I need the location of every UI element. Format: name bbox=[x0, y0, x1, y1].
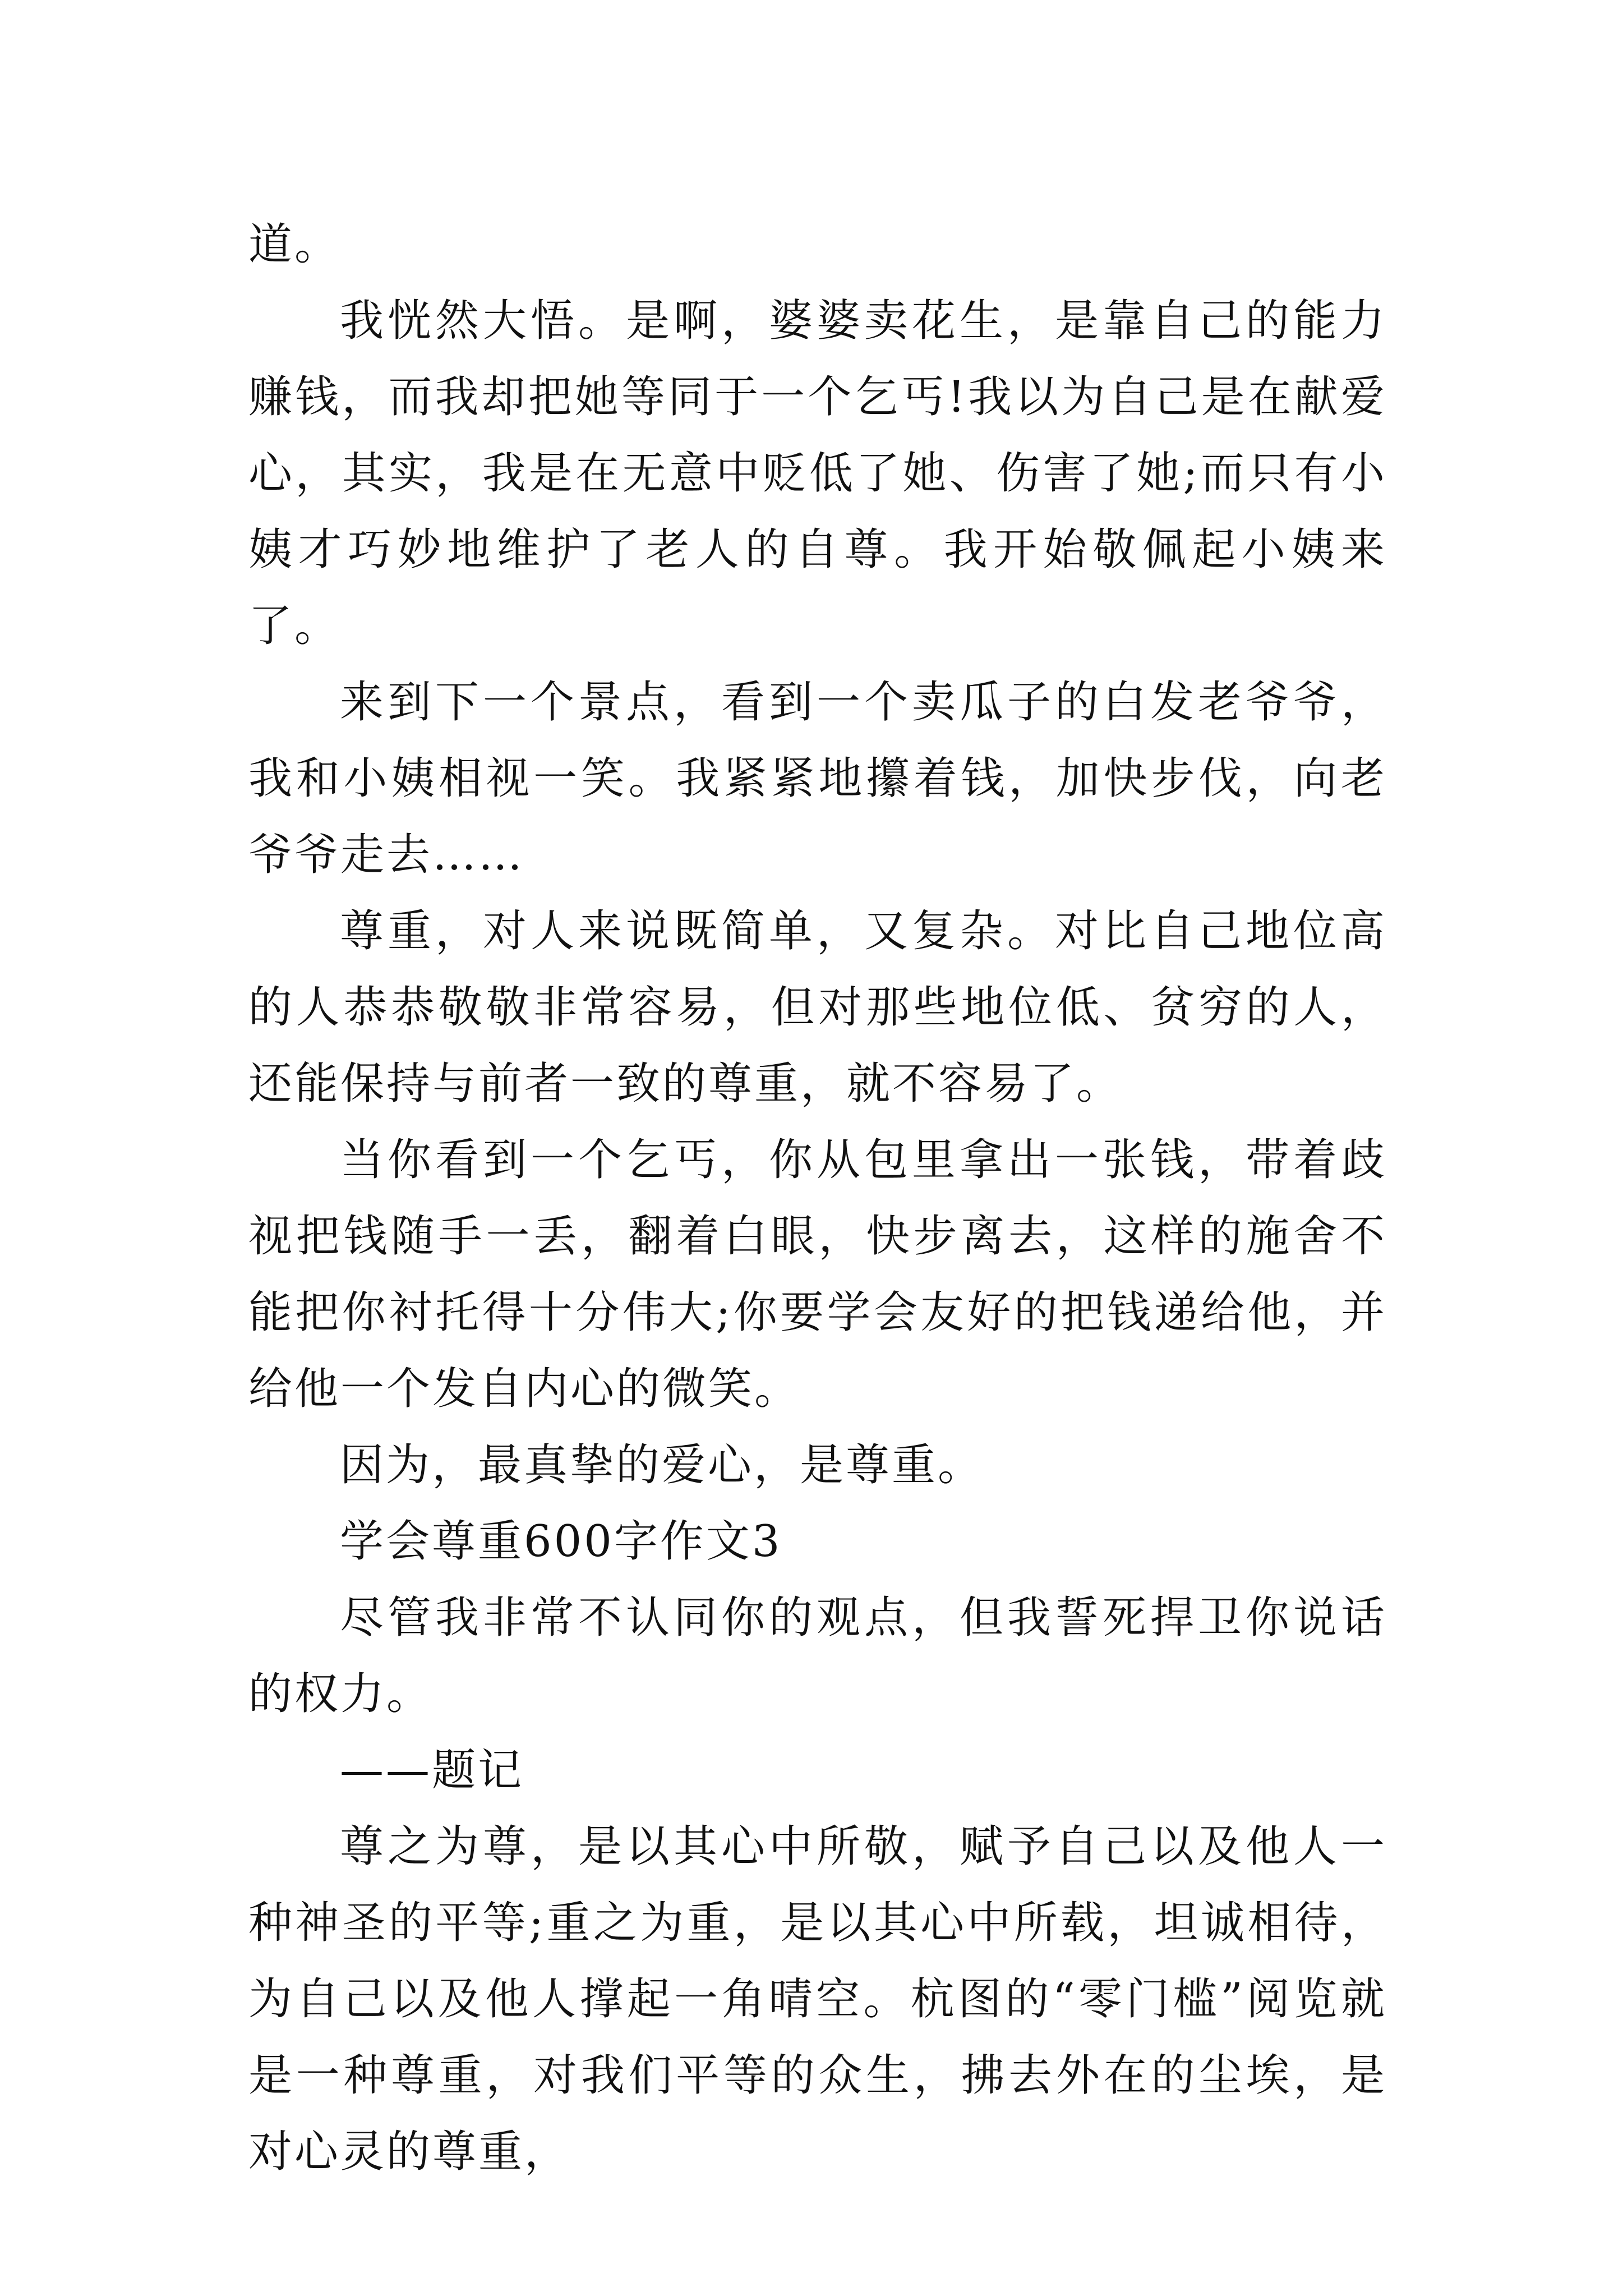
epigraph-attribution: ——题记 bbox=[340, 1745, 524, 1796]
paragraph: 当你看到一个乞丐，你从包里拿出一张钱，带着歧视把钱随手一丢，翻着白眼，快步离去，这样的施舍不能把你衬托得十分伟大;你要学会友好的把钱递给他，并给他一个发自内心的微笑。 bbox=[248, 1135, 1387, 1414]
paragraph: 因为，最真挚的爱心，是尊重。 bbox=[340, 1440, 984, 1490]
section-heading: 学会尊重600字作文3 bbox=[340, 1516, 782, 1567]
epigraph: 尽管我非常不认同你的观点，但我誓死捍卫你说话的权力。 bbox=[248, 1593, 1387, 1719]
paragraph: 道。 bbox=[248, 219, 341, 270]
paragraph: 尊之为尊，是以其心中所敬，赋予自己以及他人一种神圣的平等;重之为重，是以其心中所载，坦诚相待，为自己以及他人撑起一角晴空。杭图的“零门槛”阅览就是一种尊重，对我们平等的众生，拂去外在的尘埃，是对心灵的尊重， bbox=[248, 1821, 1387, 2177]
paragraph: 尊重，对人来说既简单，又复杂。对比自己地位高的人恭恭敬敬非常容易，但对那些地位低、贫穷的人，还能保持与前者一致的尊重，就不容易了。 bbox=[248, 906, 1387, 1109]
body-text bbox=[248, 206, 1387, 2190]
paragraph: 我恍然大悟。是啊，婆婆卖花生，是靠自己的能力赚钱，而我却把她等同于一个乞丐!我以为自己是在献爱心，其实，我是在无意中贬低了她、伤害了她;而只有小姨才巧妙地维护了老人的自尊。我开始敬佩起小姨来了。 bbox=[248, 296, 1387, 651]
paragraph: 来到下一个景点，看到一个卖瓜子的白发老爷爷，我和小姨相视一笑。我紧紧地攥着钱，加快步伐，向老爷爷走去…… bbox=[248, 677, 1387, 880]
